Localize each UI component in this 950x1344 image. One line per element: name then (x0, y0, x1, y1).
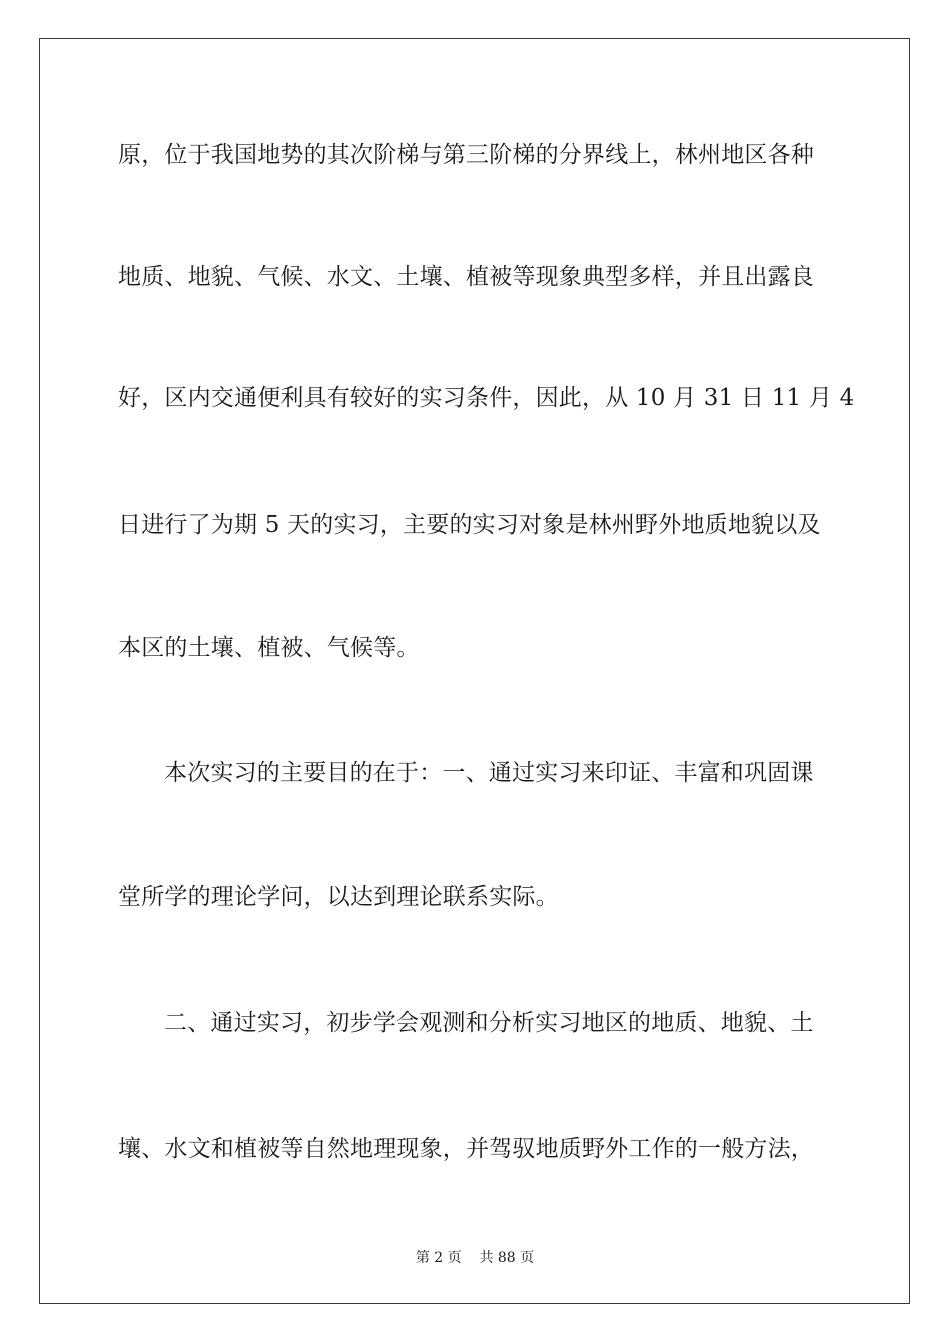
page-footer (0, 1247, 950, 1267)
paragraph-line-1: 原，位于我国地势的其次阶梯与第三阶梯的分界线上，林州地区各种 (118, 142, 814, 168)
paragraph-line-3: 好，区内交通便利具有较好的实习条件，因此，从 10 月 31 日 11 月 4 (118, 385, 855, 411)
paragraph-line-2: 地质、地貌、气候、水文、土壤、植被等现象典型多样，并且出露良 (118, 264, 814, 290)
page-border (39, 38, 910, 1304)
page-number: 第 2 页 (415, 1250, 462, 1266)
paragraph-line-4: 日进行了为期 5 天的实习，主要的实习对象是林州野外地质地貌以及 (118, 512, 821, 538)
paragraph-line-9: 壤、水文和植被等自然地理现象，并驾驭地质野外工作的一般方法， (118, 1136, 814, 1162)
page-total: 共 88 页 (479, 1250, 535, 1266)
paragraph-line-6: 本次实习的主要目的在于：一、通过实习来印证、丰富和巩固课 (164, 760, 814, 786)
paragraph-line-5: 本区的土壤、植被、气候等。 (118, 635, 420, 661)
paragraph-line-7: 堂所学的理论学问，以达到理论联系实际。 (118, 884, 559, 910)
paragraph-line-8: 二、通过实习，初步学会观测和分析实习地区的地质、地貌、土 (164, 1010, 814, 1036)
